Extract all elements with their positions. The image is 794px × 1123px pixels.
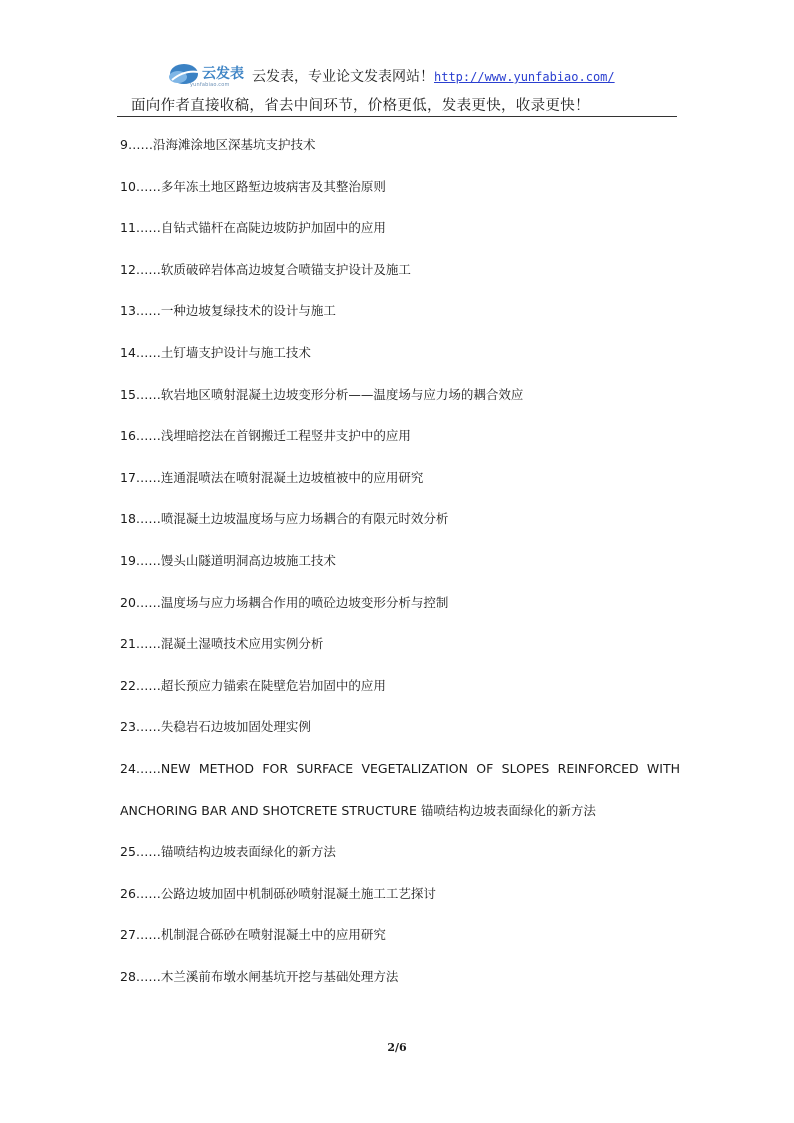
toc-entry-number: 18 [120,511,136,527]
toc-entry-leader: …… [135,927,161,943]
toc-entry[interactable] [120,457,680,499]
toc-entry[interactable] [120,249,680,291]
toc-entry-leader: …… [135,386,161,402]
toc-entry[interactable] [120,540,680,582]
header-slogan: 面向作者直接收稿，省去中间环节，价格更低，发表更快，收录更快！ [131,98,590,114]
toc-entry-number: 26 [120,885,136,901]
toc-entry-leader: …… [135,344,161,360]
toc-entry-leader: …… [135,469,161,485]
toc-entry-number: 21 [120,636,136,652]
logo-text: 云发表 [202,66,244,82]
toc-entry[interactable] [120,290,680,332]
toc-entry-leader: …… [135,719,161,735]
toc-entry[interactable] [120,415,680,457]
toc-entry-title: 馒头山隧道明洞高边坡施工技术 [160,552,336,568]
toc-entry-number: 25 [120,844,136,860]
toc-entry[interactable] [120,374,680,416]
toc-entry-title: NEW METHOD FOR SURFACE VEGETALIZATION OF SLOPES REINFORCED WITH ANCHORING BAR AND SHOTCRETE STRUCTURE 锚喷结构边坡表面绿化的新方法 [120,760,680,818]
logo-subtext: yunfabiao.com [190,82,230,88]
toc-entry-title: 软质破碎岩体高边坡复合喷锚支护设计及施工 [160,261,411,277]
toc-entry-leader: …… [127,137,153,152]
toc-entry-number: 14 [120,344,136,360]
toc-entry-title: 浅埋暗挖法在首钢搬迁工程竖井支护中的应用 [160,428,411,444]
table-of-contents [120,124,680,997]
toc-entry-number: 22 [120,677,136,693]
toc-entry-leader: …… [135,760,161,776]
toc-entry-leader: …… [135,428,161,444]
toc-entry-number: 12 [120,261,136,277]
toc-entry-number: 28 [120,968,136,984]
toc-entry[interactable] [120,914,680,956]
toc-entry-title: 自钻式锚杆在高陡边坡防护加固中的应用 [160,220,386,236]
toc-entry-title: 连通混喷法在喷射混凝土边坡植被中的应用研究 [160,469,424,485]
toc-entry-title: 超长预应力锚索在陡壁危岩加固中的应用 [160,677,386,693]
toc-entry-title: 机制混合砾砂在喷射混凝土中的应用研究 [160,927,386,943]
toc-entry-number: 9 [120,137,128,152]
toc-entry-title: 混凝土湿喷技术应用实例分析 [160,636,324,652]
toc-entry-number: 23 [120,719,136,735]
toc-entry-leader: …… [135,511,161,527]
toc-entry-leader: …… [135,178,161,194]
toc-entry-title: 土钉墙支护设计与施工技术 [160,344,311,360]
toc-entry[interactable] [120,831,680,873]
toc-entry-number: 13 [120,303,136,319]
toc-entry-number: 11 [120,220,136,236]
toc-entry[interactable] [120,748,680,831]
toc-entry-title: 一种边坡复绿技术的设计与施工 [160,303,336,319]
header-tagline-line [252,66,615,86]
toc-entry-leader: …… [135,636,161,652]
toc-entry[interactable] [120,623,680,665]
toc-entry-number: 27 [120,927,136,943]
toc-entry[interactable] [120,956,680,998]
header-divider [117,116,677,117]
toc-entry-number: 20 [120,594,136,610]
toc-entry-title: 锚喷结构边坡表面绿化的新方法 [160,844,336,860]
toc-entry[interactable] [120,498,680,540]
toc-entry[interactable] [120,665,680,707]
toc-entry-leader: …… [135,885,161,901]
site-url-link[interactable]: http://www.yunfabiao.com/ [434,70,615,84]
toc-entry-leader: …… [135,261,161,277]
toc-entry[interactable] [120,873,680,915]
toc-entry[interactable] [120,706,680,748]
page-number: 2/6 [387,1041,407,1054]
tagline-text: 云发表，专业论文发表网站！ [252,69,434,85]
toc-entry-leader: …… [135,844,161,860]
toc-entry[interactable] [120,207,680,249]
toc-entry-title: 软岩地区喷射混凝土边坡变形分析——温度场与应力场的耦合效应 [160,386,524,402]
toc-entry-number: 24 [120,760,136,776]
page-header [0,0,794,120]
toc-entry-title: 喷混凝土边坡温度场与应力场耦合的有限元时效分析 [160,511,449,527]
toc-entry-title: 温度场与应力场耦合作用的喷砼边坡变形分析与控制 [160,594,449,610]
toc-entry-number: 15 [120,386,136,402]
toc-entry-leader: …… [135,303,161,319]
toc-entry-number: 10 [120,178,136,194]
toc-entry[interactable] [120,166,680,208]
toc-entry[interactable] [120,332,680,374]
toc-entry-number: 19 [120,552,136,568]
toc-entry[interactable] [120,582,680,624]
toc-entry-leader: …… [135,968,161,984]
toc-entry-title: 多年冻土地区路堑边坡病害及其整治原则 [160,178,386,194]
toc-entry-leader: …… [135,677,161,693]
toc-entry[interactable] [120,124,680,166]
toc-entry-number: 17 [120,469,136,485]
toc-entry-title: 失稳岩石边坡加固处理实例 [160,719,311,735]
toc-entry-leader: …… [135,594,161,610]
toc-entry-number: 16 [120,428,136,444]
toc-entry-title: 沿海滩涂地区深基坑支护技术 [152,137,316,152]
toc-entry-leader: …… [135,220,161,236]
toc-entry-leader: …… [135,552,161,568]
toc-entry-title: 公路边坡加固中机制砾砂喷射混凝土施工工艺探讨 [160,885,436,901]
toc-entry-title: 木兰溪前布墩水闸基坑开挖与基础处理方法 [160,968,399,984]
